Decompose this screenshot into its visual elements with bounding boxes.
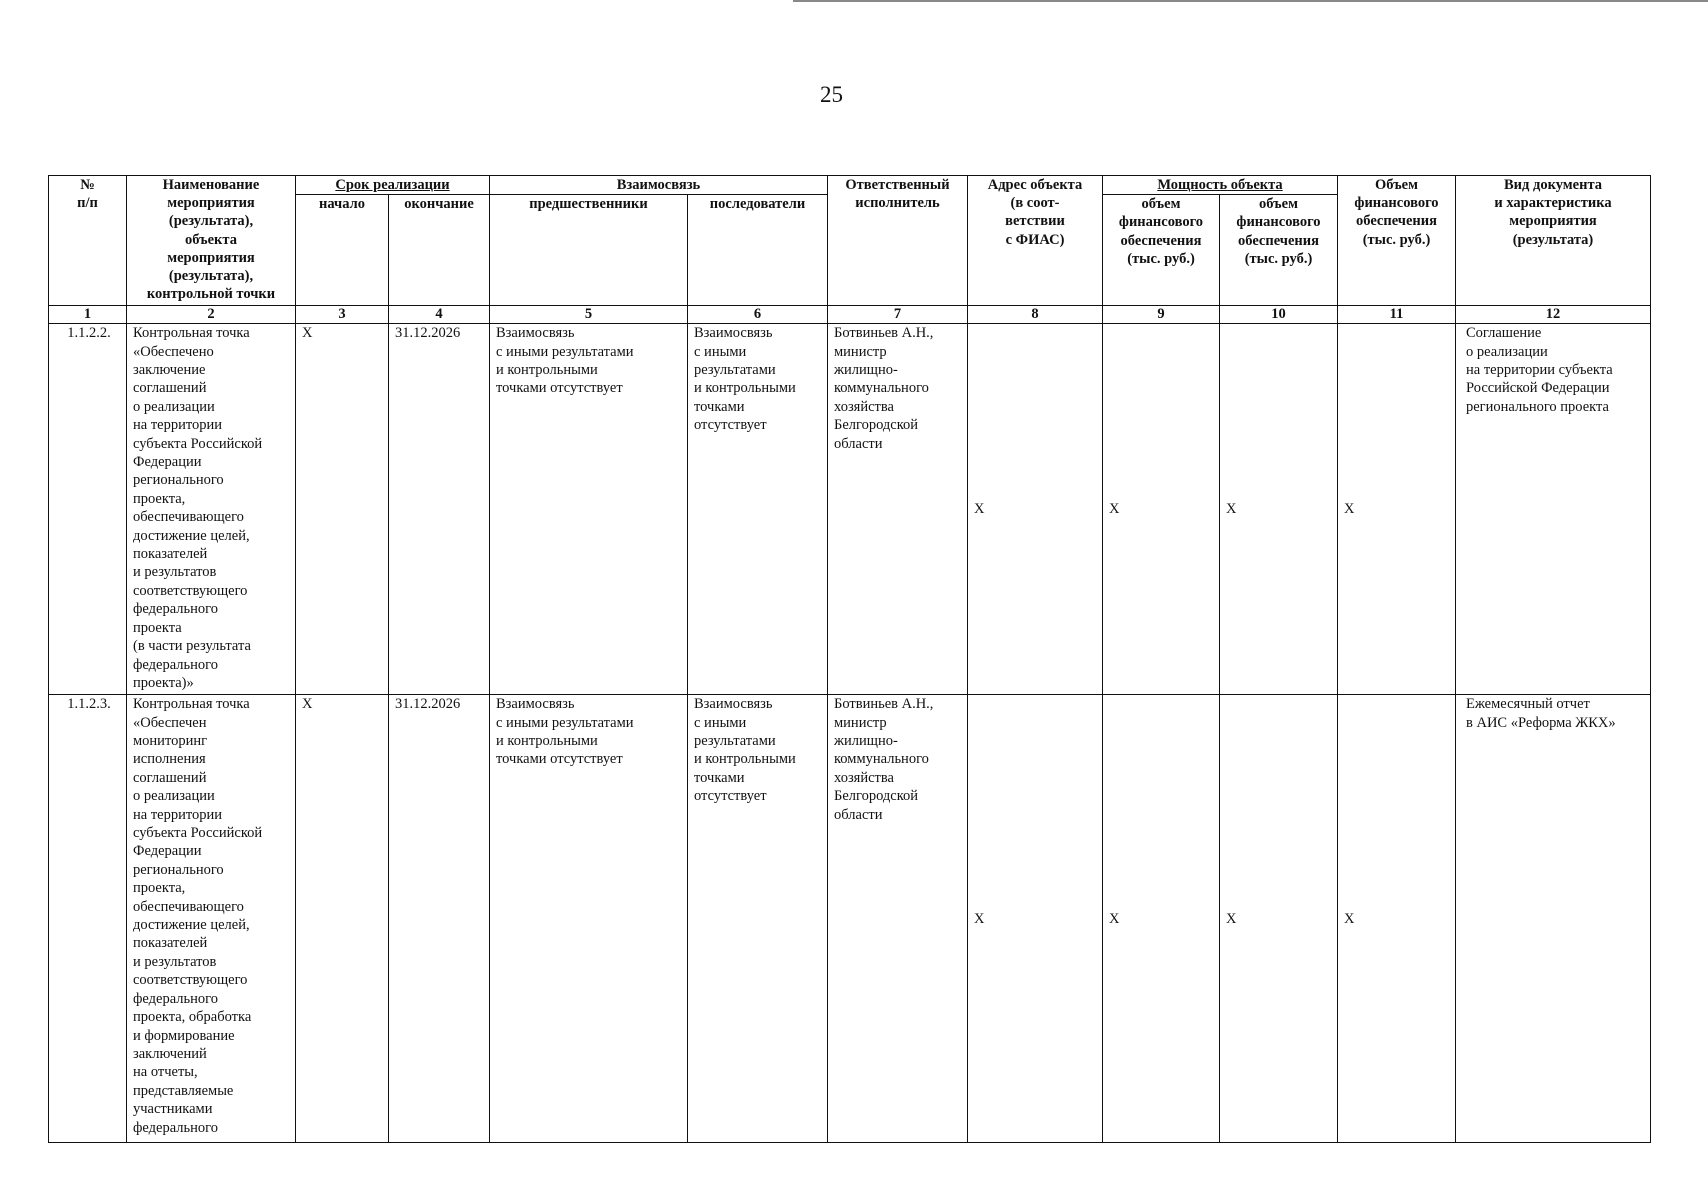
- column-number: 11: [1338, 306, 1456, 324]
- column-number: 3: [296, 306, 389, 324]
- header-term-group: Срок реализации: [296, 176, 490, 195]
- header-power-2: объем финансового обеспечения (тыс. руб.): [1220, 195, 1338, 306]
- row-responsible: Ботвиньев А.Н., министр жилищно- коммунального хозяйства Белгородской области: [828, 695, 968, 1143]
- header-number: № п/п: [49, 176, 127, 306]
- row-power-2: X: [1220, 324, 1338, 695]
- header-address: Адрес объекта (в соот- ветствии с ФИАС): [968, 176, 1103, 306]
- row-successors: Взаимосвязь с иными результатами и контрольными точками отсутствует: [688, 324, 828, 695]
- header-successors: последователи: [688, 195, 828, 306]
- column-number-row: [49, 306, 1651, 324]
- row-end: 31.12.2026: [389, 695, 490, 1143]
- row-responsible: Ботвиньев А.Н., министр жилищно- коммунального хозяйства Белгородской области: [828, 324, 968, 695]
- header-power-group: Мощность объекта: [1103, 176, 1338, 195]
- header-document: Вид документа и характеристика мероприятия (результата): [1456, 176, 1651, 306]
- header-volume: Объем финансового обеспечения (тыс. руб.): [1338, 176, 1456, 306]
- column-number: 1: [49, 306, 127, 324]
- row-volume: X: [1338, 695, 1456, 1143]
- row-power-2: X: [1220, 695, 1338, 1143]
- column-number: 5: [490, 306, 688, 324]
- column-number: 7: [828, 306, 968, 324]
- row-successors: Взаимосвязь с иными результатами и контрольными точками отсутствует: [688, 695, 828, 1143]
- header-predecessors: предшественники: [490, 195, 688, 306]
- row-volume: X: [1338, 324, 1456, 695]
- header-power-1: объем финансового обеспечения (тыс. руб.): [1103, 195, 1220, 306]
- row-start: X: [296, 324, 389, 695]
- column-number: 9: [1103, 306, 1220, 324]
- plan-table: [48, 175, 1651, 1143]
- row-name: Контрольная точка «Обеспечен мониторинг исполнения соглашений о реализации на территории субъекта Российской Федерации регионального проекта, обеспечивающего достижение целей, показателей и результатов соответствующего федерального проекта, обработка и формирование заключений на отчеты, представляемые участниками федерального: [127, 695, 296, 1143]
- header-end: окончание: [389, 195, 490, 306]
- top-rule: [793, 0, 1708, 2]
- column-number: 10: [1220, 306, 1338, 324]
- row-document: Соглашение о реализации на территории субъекта Российской Федерации регионального проекта: [1456, 324, 1651, 695]
- row-predecessors: Взаимосвязь с иными результатами и контрольными точками отсутствует: [490, 695, 688, 1143]
- column-number: 4: [389, 306, 490, 324]
- header-responsible: Ответственный исполнитель: [828, 176, 968, 306]
- row-power-1: X: [1103, 324, 1220, 695]
- table-row: [49, 324, 1651, 695]
- row-number: 1.1.2.3.: [49, 695, 127, 1143]
- column-number: 6: [688, 306, 828, 324]
- row-predecessors: Взаимосвязь с иными результатами и контрольными точками отсутствует: [490, 324, 688, 695]
- header-start: начало: [296, 195, 389, 306]
- column-number: 8: [968, 306, 1103, 324]
- row-number: 1.1.2.2.: [49, 324, 127, 695]
- row-address: X: [968, 695, 1103, 1143]
- header-name: Наименование мероприятия (результата), объекта мероприятия (результата), контрольной точки: [127, 176, 296, 306]
- page-number: 25: [820, 82, 843, 107]
- row-start: X: [296, 695, 389, 1143]
- row-address: X: [968, 324, 1103, 695]
- column-number: 2: [127, 306, 296, 324]
- row-end: 31.12.2026: [389, 324, 490, 695]
- header-link-group: Взаимосвязь: [490, 176, 828, 195]
- row-name: Контрольная точка «Обеспечено заключение соглашений о реализации на территории субъекта Российской Федерации регионального проекта, обеспечивающего достижение целей, показателей и результатов соответствующего федерального проекта (в части результата федерального проекта)»: [127, 324, 296, 695]
- row-power-1: X: [1103, 695, 1220, 1143]
- table-row: [49, 695, 1651, 1143]
- column-number: 12: [1456, 306, 1651, 324]
- row-document: Ежемесячный отчет в АИС «Реформа ЖКХ»: [1456, 695, 1651, 1143]
